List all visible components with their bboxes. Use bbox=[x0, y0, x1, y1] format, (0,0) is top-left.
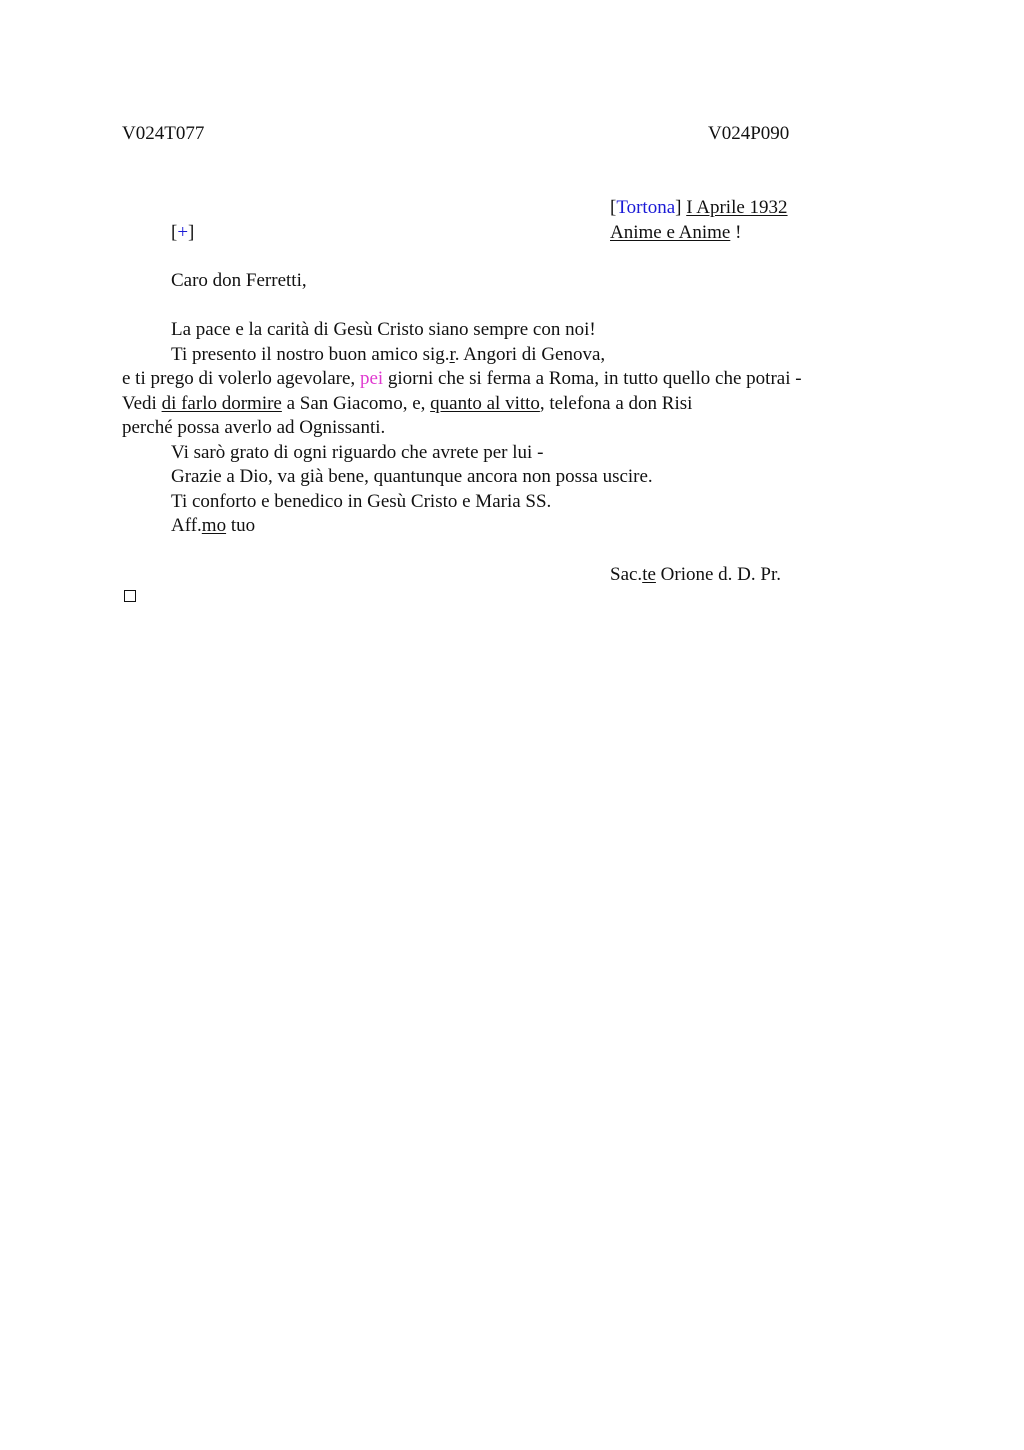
body-line-4-text-b: a San Giacomo, e, bbox=[281, 393, 431, 414]
signature-abbrev: te bbox=[642, 564, 656, 585]
body-line-6: Vi sarò grato di ogni riguardo che avrete per lui - bbox=[171, 442, 544, 463]
motto-suffix: ! bbox=[730, 222, 742, 243]
body-line-1: La pace e la carità di Gesù Cristo siano sempre con noi! bbox=[171, 319, 596, 340]
closing-abbrev: mo bbox=[201, 515, 227, 536]
body-line-7: Grazie a Dio, va già bene, quantunque ancora non possa uscire. bbox=[171, 466, 653, 487]
end-marker-box-icon bbox=[124, 590, 136, 602]
letter-date: I Aprile 1932 bbox=[686, 197, 788, 218]
signature-text-a: Sac. bbox=[610, 564, 643, 585]
cross-mark bbox=[171, 221, 194, 245]
bracket-open: [ bbox=[610, 197, 617, 218]
body-line-4 bbox=[122, 392, 692, 416]
body-line-4-text-c: , telefona a don Risi bbox=[539, 393, 693, 414]
body-line-4-text-a: Vedi bbox=[122, 393, 162, 414]
document-code-left: V024T077 bbox=[122, 123, 205, 144]
closing bbox=[171, 514, 255, 538]
dateline bbox=[610, 196, 788, 220]
salutation: Caro don Ferretti, bbox=[171, 270, 307, 291]
body-line-2-text-a: Ti presento il nostro buon amico sig. bbox=[171, 344, 450, 365]
body-line-4-underlined-2: quanto al vitto bbox=[430, 393, 540, 414]
document-code-right: V024P090 bbox=[708, 123, 790, 144]
body-line-3 bbox=[122, 367, 802, 391]
cross-bracket-open: [ bbox=[171, 222, 178, 243]
body-line-3-text-b: giorni che si ferma a Roma, in tutto quello che potrai - bbox=[383, 368, 802, 389]
motto-line bbox=[610, 221, 741, 245]
signature-text-b: Orione d. D. Pr. bbox=[655, 564, 781, 585]
highlighted-word: pei bbox=[359, 368, 384, 389]
body-line-2 bbox=[171, 343, 605, 367]
body-line-4-underlined-1: di farlo dormire bbox=[161, 393, 282, 414]
bracket-close: ] bbox=[675, 197, 682, 218]
closing-text-a: Aff. bbox=[171, 515, 202, 536]
motto: Anime e Anime bbox=[610, 222, 731, 243]
body-line-8: Ti conforto e benedico in Gesù Cristo e Maria SS. bbox=[171, 491, 552, 512]
body-line-5: perché possa averlo ad Ognissanti. bbox=[122, 417, 386, 438]
cross-bracket-close: ] bbox=[188, 222, 195, 243]
body-line-2-text-b: . Angori di Genova, bbox=[454, 344, 606, 365]
signature bbox=[610, 563, 781, 587]
body-line-2-abbrev: r bbox=[449, 344, 455, 365]
cross-icon: + bbox=[177, 222, 189, 243]
place-name: Tortona bbox=[616, 197, 676, 218]
closing-text-b: tuo bbox=[226, 515, 256, 536]
body-line-3-text-a: e ti prego di volerlo agevolare, bbox=[122, 368, 360, 389]
